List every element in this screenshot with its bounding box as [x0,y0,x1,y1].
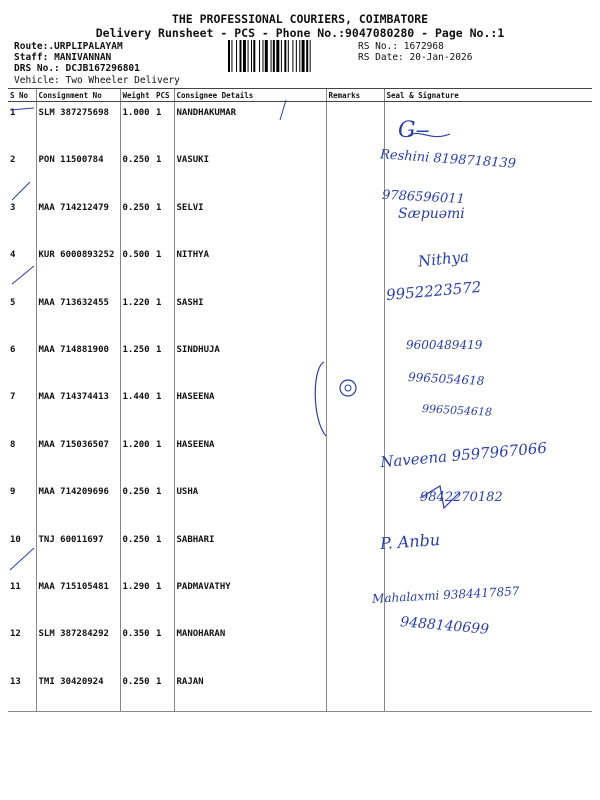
handwritten-note-row2: Reshini 8198718139 [379,147,517,172]
table-row [8,386,592,433]
barcode-bar [240,40,242,72]
cell-pcs: 1 [156,439,162,450]
cell-pcs: 1 [156,534,162,545]
cell-consignee: SABHARI [174,529,326,576]
cell-pcs: 1 [156,487,162,498]
barcode-bar [251,40,252,72]
handwritten-note-row3: 9786596011 [381,187,466,208]
cell-signature [384,576,592,623]
drs-value: DCJB167296801 [65,63,140,74]
table-row [8,576,592,623]
runsheet-table [8,88,592,712]
cell-sno: 11 [10,581,21,592]
table-row [8,623,592,670]
cell-pcs: 1 [156,629,162,640]
cell-weight: 1.200 [120,434,154,481]
table-row [8,102,592,150]
cell-consignee: HASEENA [174,386,326,433]
cell-sno: 2 [10,155,16,166]
handwritten-signature-1: G‒ [398,118,430,143]
barcode-bar [259,40,260,72]
handwritten-note-row5b: 9952223572 [385,277,483,305]
handwritten-signature-3: Sæpuəmi [398,206,465,222]
cell-weight: 0.250 [120,197,154,244]
vehicle-value: Two Wheeler Delivery [65,75,180,86]
barcode-bar [273,40,275,72]
cell-remarks [326,671,384,712]
cell-weight: 0.250 [120,671,154,712]
table-row [8,149,592,196]
table-row [8,481,592,528]
cell-pcs: 1 [156,297,162,308]
col-header-signature: Seal & Signature [384,89,592,102]
cell-remarks [326,102,384,150]
barcode-bar [299,40,300,72]
table-row [8,292,592,339]
cell-signature [384,197,592,244]
route-line [14,41,123,52]
barcode-bar [284,40,286,72]
cell-signature [384,339,592,386]
cell-signature [384,481,592,528]
cell-signature [384,671,592,712]
company-title: THE PROFESSIONAL COURIERS, COIMBATORE [171,12,429,26]
cell-weight: 0.250 [120,529,154,576]
barcode-image [228,40,354,72]
cell-consignee: VASUKI [174,149,326,196]
table-row [8,434,592,481]
handwritten-note-row12: Mahalaxmi 9384417857 [371,584,520,606]
barcode-bar [248,40,249,72]
cell-signature [384,292,592,339]
cell-weight: 0.250 [120,149,154,196]
cell-pcs: 1 [156,392,162,403]
cell-signature [384,244,592,291]
cell-sno: 3 [10,202,16,213]
handwritten-note-row7: 9965054618 [407,370,485,388]
route-value: .URPLIPALAYAM [48,41,123,52]
barcode-bar [253,40,255,72]
cell-consignee: RAJAN [174,671,326,712]
cell-consignment-no: SLM 387275698 [36,102,120,150]
cell-weight: 1.250 [120,339,154,386]
cell-weight: 1.000 [120,102,154,150]
cell-consignment-no: MAA 714212479 [36,197,120,244]
col-header-pcs: PCS [154,89,174,102]
cell-consignee: HASEENA [174,434,326,481]
drs-line [14,63,140,74]
table-row [8,339,592,386]
cell-sno: 5 [10,297,16,308]
cell-consignee: USHA [174,481,326,528]
barcode-bar [265,40,268,72]
barcode-bar [228,40,230,72]
cell-consignment-no: TNJ 60011697 [36,529,120,576]
cell-signature [384,386,592,433]
cell-sno: 6 [10,344,16,355]
cell-consignee: SASHI [174,292,326,339]
rs-no-line [358,41,444,52]
handwritten-note-row5a: Nithya [417,247,470,271]
cell-consignment-no: MAA 713632455 [36,292,120,339]
barcode-bar [281,40,282,72]
barcode-bar [231,40,232,72]
cell-weight: 1.290 [120,576,154,623]
rs-no-label: RS No.: [358,41,399,52]
cell-consignee: SELVI [174,197,326,244]
cell-consignee: SINDHUJA [174,339,326,386]
cell-pcs: 1 [156,250,162,261]
cell-remarks [326,481,384,528]
cell-weight: 1.220 [120,292,154,339]
rs-date-label: RS Date: [358,52,404,63]
cell-consignment-no: PON 11500784 [36,149,120,196]
handwritten-note-row9: Naveena 9597967066 [379,438,548,472]
cell-remarks [326,386,384,433]
cell-sno: 12 [10,629,21,640]
cell-signature [384,529,592,576]
cell-pcs: 1 [154,671,174,712]
cell-consignment-no: MAA 714881900 [36,339,120,386]
cell-consignment-no: MAA 715036507 [36,434,120,481]
table-row [8,529,592,576]
cell-consignment-no: TMI 30420924 [36,671,120,712]
barcode-bar [302,40,305,72]
barcode-bar [276,40,279,72]
runsheet-subtitle: Delivery Runsheet - PCS - Phone No.:9047080280 - Page No.:1 [95,26,505,40]
cell-sno: 13 [8,671,36,712]
handwritten-note-row8: 9965054618 [421,402,493,419]
col-header-weight: Weight [120,89,154,102]
handwritten-note-row10: 9842270182 [420,490,503,505]
col-header-consignment: Consignment No [36,89,120,102]
cell-consignment-no: SLM 387284292 [36,623,120,670]
barcode-bar [263,40,264,72]
route-label: Route: [14,41,49,52]
cell-sno: 8 [10,439,16,450]
cell-weight: 0.250 [120,481,154,528]
barcode-bar [288,40,289,72]
barcode-bar [296,40,297,72]
cell-remarks [326,292,384,339]
staff-label: Staff: [14,52,49,63]
barcode-bar [310,40,311,72]
cell-signature [384,623,592,670]
handwritten-note-row11: P. Anbu [379,529,441,554]
cell-consignee: MANOHARAN [174,623,326,670]
staff-line [14,52,111,63]
cell-remarks [326,576,384,623]
table-row [8,197,592,244]
rs-date-value: 20-Jan-2026 [409,52,473,63]
cell-sno: 1 [10,108,16,118]
cell-signature [384,102,592,150]
rs-date-line [358,52,472,63]
cell-pcs: 1 [156,344,162,355]
drs-label: DRS No.: [14,63,60,74]
cell-consignment-no: MAA 714374413 [36,386,120,433]
table-header-row [8,89,592,102]
staff-value: MANIVANNAN [54,52,112,63]
cell-consignee: NANDHAKUMAR [174,102,326,150]
cell-sno: 4 [10,250,16,261]
cell-signature [384,149,592,196]
cell-remarks [326,197,384,244]
cell-pcs: 1 [156,155,162,166]
cell-consignment-no: KUR 6000893252 [36,244,120,291]
cell-sno: 10 [10,534,21,545]
cell-remarks [326,623,384,670]
barcode-bar [243,40,246,72]
barcode-bar [271,40,272,72]
barcode-bar [306,40,308,72]
table-row [8,244,592,291]
cell-consignment-no: MAA 715105481 [36,576,120,623]
cell-sno: 9 [10,487,16,498]
cell-sno: 7 [10,392,16,403]
cell-remarks [326,529,384,576]
cell-pcs: 1 [156,581,162,592]
handwritten-note-row13: 9488140699 [399,614,490,638]
cell-weight: 1.440 [120,386,154,433]
cell-pcs: 1 [156,108,162,118]
col-header-remarks: Remarks [326,89,384,102]
barcode-bar [292,40,293,72]
rs-no-value: 1672968 [403,41,444,52]
cell-weight: 0.350 [120,623,154,670]
cell-remarks [326,149,384,196]
col-header-consignee: Consignee Details [174,89,326,102]
cell-weight: 0.500 [120,244,154,291]
cell-consignment-no: MAA 714209696 [36,481,120,528]
col-header-sno: S No [8,89,36,102]
cell-remarks [326,244,384,291]
cell-remarks [326,434,384,481]
cell-consignee: NITHYA [174,244,326,291]
table-row [8,671,592,712]
cell-pcs: 1 [156,202,162,213]
handwritten-note-row6: 9600489419 [406,338,483,352]
cell-consignee: PADMAVATHY [174,576,326,623]
vehicle-label: Vehicle: [14,75,60,86]
vehicle-line [14,75,180,86]
cell-signature [384,434,592,481]
cell-remarks [326,339,384,386]
barcode-bar [236,40,237,72]
